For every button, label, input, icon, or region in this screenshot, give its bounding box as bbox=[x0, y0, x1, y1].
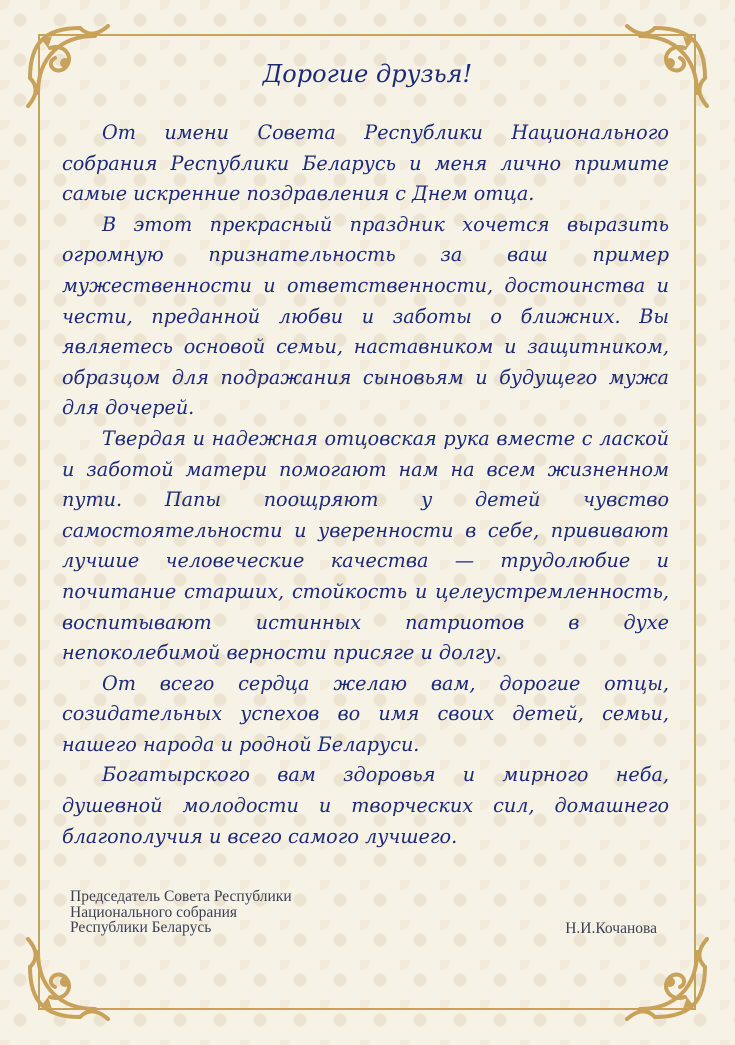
signature-name: Н.И.Кочанова bbox=[565, 920, 657, 937]
letter-paragraph: От всего сердца желаю вам, дорогие отцы, созидательных успехов во имя своих детей, семьи, нашего народа и родной Беларуси. bbox=[62, 671, 669, 756]
signature-position-line: Национального собрания bbox=[70, 903, 238, 921]
letter-paragraph: От имени Совета Республики Национального собрания Республики Беларусь и меня лично примите самые искренние поздравления с Днем отца. bbox=[62, 121, 669, 206]
letter-paragraph: Твердая и надежная отцовская рука вместе с лаской и заботой матери помогают нам на всем жизненном пути. Папы поощряют у детей чувство самостоятельности и уверенности в себе, прививают лучшие человеческие качества — трудолюбие и почитание старших, стойкость и целеустремленность, воспитывают истинных патриотов в духе непоколебимой верности присяге и долгу. bbox=[62, 426, 669, 665]
signature-position-line: Республики Беларусь bbox=[70, 919, 212, 936]
letter-paragraph: В этот прекрасный праздник хочется выразить огромную признательность за ваш пример мужественности и ответственности, достоинства и чести, преданной любви и заботы о ближних. Вы являетесь основой семьи, наставником и защитником, образцом для подражания сыновьям и будущего мужа для дочерей. bbox=[62, 212, 669, 420]
letter-paragraph: Богатырского вам здоровья и мирного неба, душевной молодости и творческих сил, домашнего благополучия и всего самого лучшего. bbox=[62, 763, 669, 848]
signature-position-line: Председатель Совета Республики bbox=[70, 888, 292, 905]
signature-position bbox=[70, 889, 292, 936]
letter-body bbox=[62, 118, 669, 852]
greeting-title: Дорогие друзья! bbox=[262, 60, 473, 88]
